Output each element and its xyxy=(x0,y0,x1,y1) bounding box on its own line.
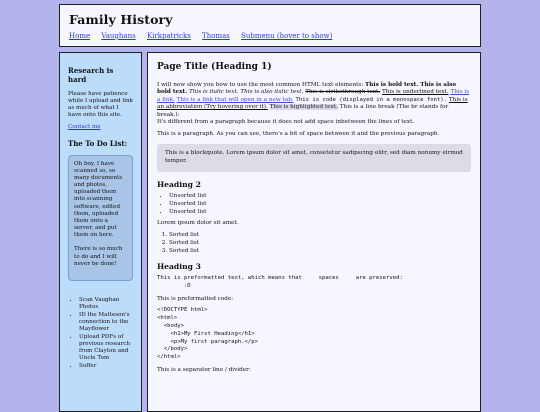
todo-item: • ID the Matteson's connection to the Mayflower xyxy=(79,312,133,333)
research-heading: Research is hard xyxy=(68,66,114,84)
underlined-text: This is underlined text. xyxy=(381,89,449,96)
list-item: • Unsorted list xyxy=(169,209,471,217)
page-title: Page Title (Heading 1) xyxy=(157,62,272,72)
sidebar xyxy=(59,52,142,412)
todo-note-text: Oh boy, I have scanned so, so many documents and photos, uploaded them into scanning software, edited them, uploaded them onto a server, and put them on here. xyxy=(74,160,123,239)
todo-note-box xyxy=(68,155,133,281)
todo-item: • Scan Vaughan Photos xyxy=(79,297,133,311)
strikethrough-text: This is strikethrough text. xyxy=(305,89,381,96)
contact-link[interactable]: Contact me xyxy=(68,123,101,130)
list-item: 2. Sorted list xyxy=(169,240,471,248)
lorem-paragraph: Lorem ipsum dolor sit amet. xyxy=(157,220,239,227)
nav-kirkpatricks-link[interactable]: Kirkpatricks xyxy=(146,32,191,40)
after-break-text: It's different from a paragraph because it does not add space inbetween the lines of text. xyxy=(157,119,415,126)
list-item: 3. Sorted list xyxy=(169,248,471,256)
heading-2: Heading 2 xyxy=(157,179,201,189)
intro-paragraph xyxy=(157,82,471,127)
italic-text: This is italic text. This is also italic text. xyxy=(188,89,304,96)
site-header xyxy=(59,4,481,47)
nav-submenu-link[interactable]: Submenu (hover to show) xyxy=(241,32,333,40)
todo-note-text-2: There is so much to do and I will never be done! xyxy=(74,246,123,267)
code-block: <!DOCTYPE html> <html> <body> <h1>My First Heading</h1> <p>My first paragraph.</p> </body> </html> xyxy=(157,307,259,361)
nav-home-link[interactable]: Home xyxy=(69,32,91,40)
site-title: Family History xyxy=(69,12,173,27)
nav-vaughans-link[interactable]: Vaughans xyxy=(101,32,136,40)
heading-3: Heading 3 xyxy=(157,262,201,272)
main-nav xyxy=(69,32,471,40)
sorted-list xyxy=(157,232,471,256)
inline-code: This is code (displayed in a monospace font). xyxy=(295,96,448,103)
line-break-text: This is a line break (The br stands for break.): xyxy=(157,104,449,118)
new-tab-link[interactable]: This is a link that will open in a new tab. xyxy=(176,96,294,103)
separator-label: This is a separator line / divider: xyxy=(157,367,251,374)
nav-thomas-link[interactable]: Thomas xyxy=(202,32,230,40)
preformatted-code-label: This is preformatted code: xyxy=(157,295,234,302)
todo-item: • Upload PDFs of previous research from Clayton and Uncle Tom xyxy=(79,334,133,363)
abbreviation-text[interactable]: This is an abbreviation (Try hovering over it). xyxy=(157,96,468,111)
list-item: 1. Sorted list xyxy=(169,232,471,240)
list-item: • Unsorted list xyxy=(169,201,471,209)
unsorted-list xyxy=(157,193,471,217)
main-content xyxy=(147,52,481,412)
research-text: Please have patience while I upload and link as much of what I have onto this site. xyxy=(68,90,133,119)
highlighted-text: This is highlighted text. xyxy=(269,104,338,111)
todo-item: • Suffer xyxy=(79,363,133,370)
todo-heading: The To Do List: xyxy=(68,138,128,148)
list-item: • Unsorted list xyxy=(169,193,471,201)
paragraph: This is a paragraph. As you can see, there's a bit of space between it and the previous paragraph. xyxy=(157,130,440,137)
blockquote: This is a blockquote. Lorem ipsum dolor sit amet, consetetur sadipscing elitr, sed diam nonumy eirmod tempor. xyxy=(157,144,471,171)
bold-text: This is bold text. This is also bold text. xyxy=(157,81,457,96)
example-link[interactable]: This is a link. xyxy=(157,89,470,103)
intro-text: I will now show you how to use the most common HTML text elements: xyxy=(157,81,366,88)
preformatted-text: This is preformatted text, which means that spaces are preserved: :D xyxy=(157,275,403,289)
todo-list xyxy=(68,297,133,370)
